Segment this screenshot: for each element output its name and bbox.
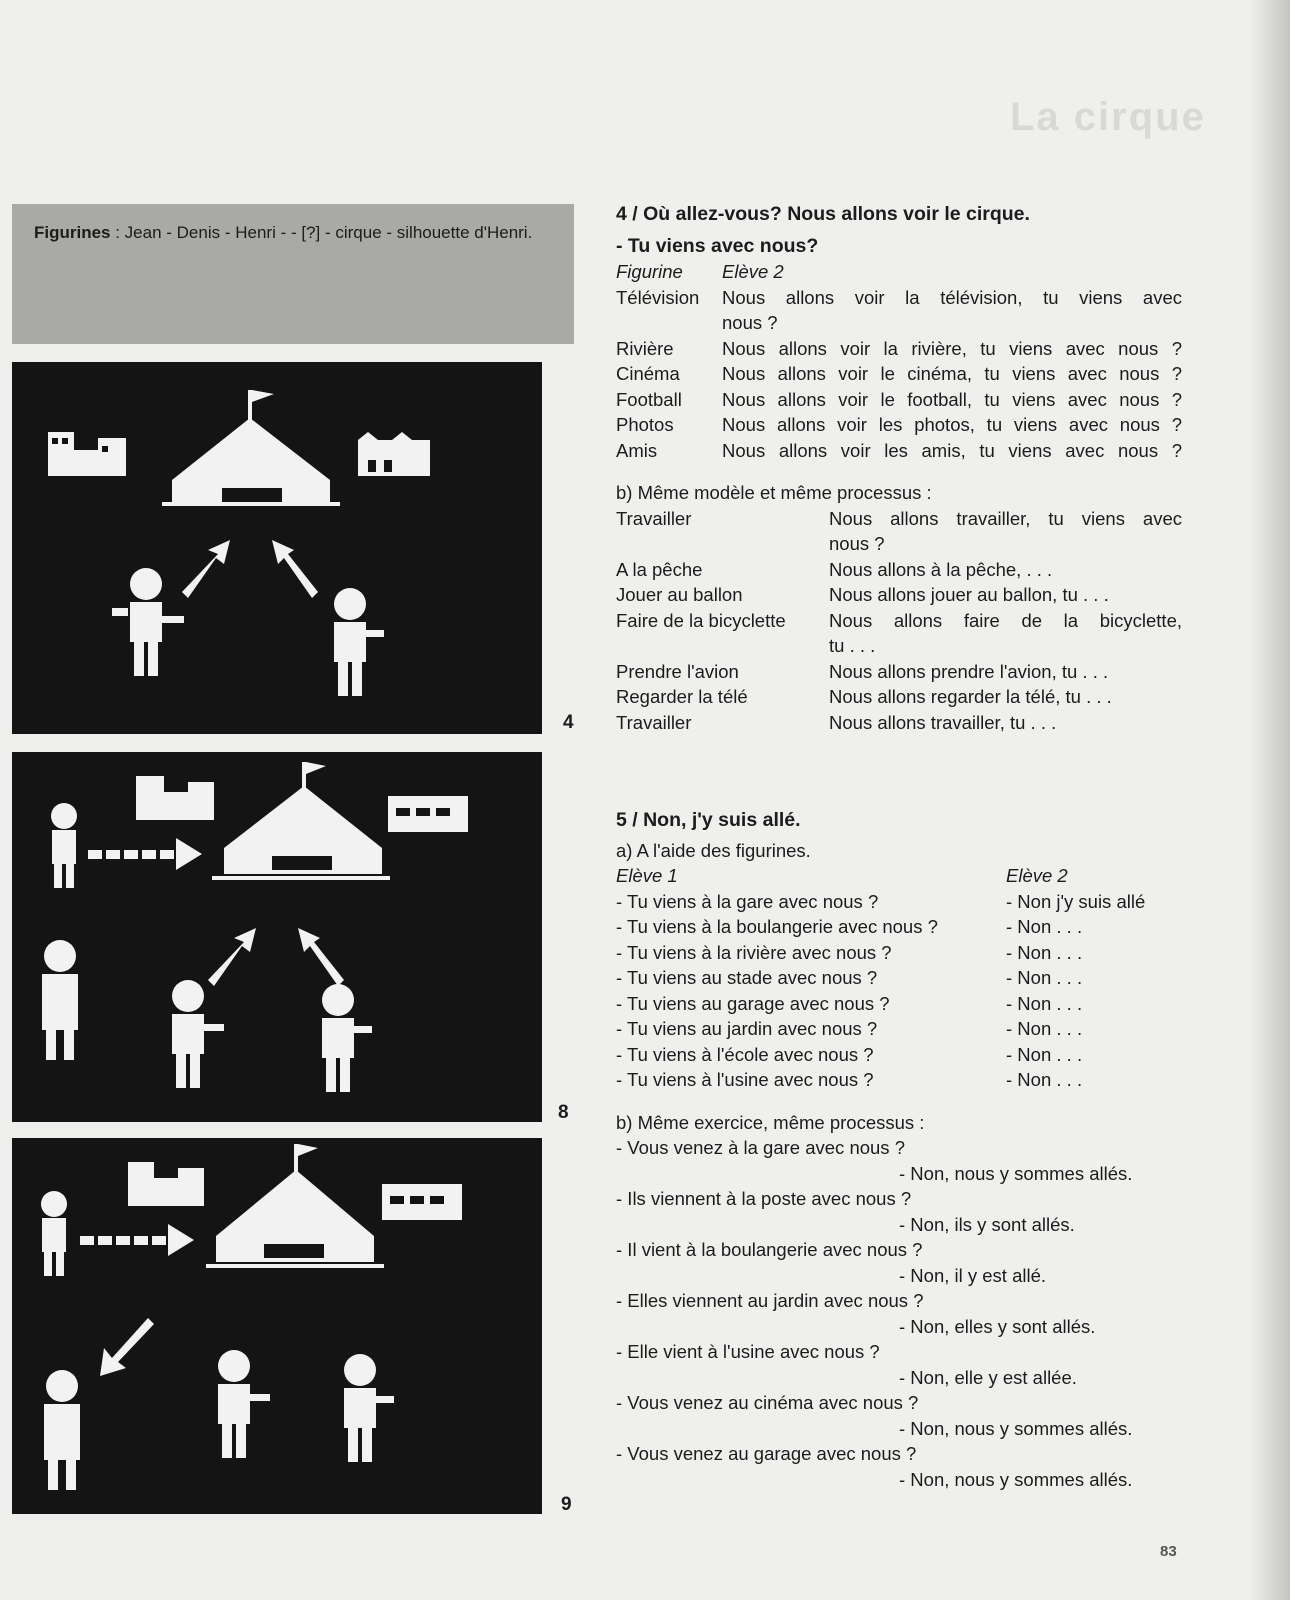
exercise-4 [616,202,1182,735]
col-header-eleve-1: Elève 1 [616,865,678,886]
ex4b-row [616,506,1182,532]
ex5b-question: - Vous venez au garage avec nous ? [616,1443,917,1464]
ex5-row [616,991,1182,1017]
ex4b-text: Nous allons regarder la télé, tu . . . [829,686,1112,707]
illustration-panel-4 [12,362,542,734]
col-header-eleve-2: Elève 2 [722,261,784,282]
page-gutter-shadow [1250,0,1290,1600]
ex4b-verb: Travailler [616,711,692,733]
exercise-5-title: 5 / Non, j'y suis allé. [616,809,801,831]
exercise-4-subtitle: - Tu viens avec nous? [616,234,819,257]
ex4b-row-continuation [616,633,1182,659]
figurines-label: Figurines [34,223,111,242]
figurines-text: : Jean - Denis - Henri - - [?] - cirque - silhouette d'Henri. [110,223,533,242]
ex5-question: - Tu viens au jardin avec nous ? [616,1018,878,1039]
ex4b-text: Nous allons prendre l'avion, tu . . . [829,660,1109,682]
ex4b-verb: Prendre l'avion [616,660,739,682]
col-header-figurine: Figurine [616,261,683,282]
panel-number-9: 9 [561,1494,572,1515]
ex4-row-figure: Amis [616,439,658,461]
ex5-row [616,1016,1182,1042]
ex5b-question: - Il vient à la boulangerie avec nous ? [616,1239,923,1260]
ex4b-verb: Regarder la télé [616,686,748,707]
ex5-question: - Tu viens à la boulangerie avec nous ? [616,916,938,937]
ex5b-answer: - Non, elles y sont allés. [899,1315,1096,1337]
ex5-answer: - Non . . . [1006,967,1083,988]
ex4b-row-continuation [616,531,1182,557]
ex4b-row [616,608,1182,634]
ex4b-row [616,659,1182,685]
exercise-5 [616,808,1182,1492]
ex4-row-figure: Cinéma [616,363,680,384]
exercise-4-title: 4 / Où allez-vous? Nous allons voir le cirque. [616,203,1030,225]
circus-scene-two-boys-arrows-icon [12,362,542,734]
ex5-question: - Tu viens à la rivière avec nous ? [616,941,892,963]
col-header-eleve-2: Elève 2 [1006,865,1068,886]
panel-number-8: 8 [558,1102,569,1123]
ex5-row [616,914,1182,940]
ex5b-answer: - Non, nous y sommes allés. [899,1468,1133,1490]
ex4-row-text: Nous allons voir la rivière, tu viens avec nous ? [722,337,1182,359]
ex4-row [616,438,1182,464]
circus-scene-boy-leaving-circus-icon [12,1138,542,1514]
ex5b-question: - Elle vient à l'usine avec nous ? [616,1341,880,1362]
ex4-row-figure: Football [616,388,682,410]
figurines-box [12,204,574,344]
ex4-row-text: Nous allons voir le football, tu viens avec nous ? [722,388,1182,410]
ex5b-answer: - Non, nous y sommes allés. [899,1417,1133,1439]
exercise-5-column-header [616,863,1182,889]
ex4-row [616,285,1182,311]
ex4-row-text: Nous allons voir les photos, tu viens avec nous ? [722,414,1182,435]
ex5b-question: - Vous venez à la gare avec nous ? [616,1137,905,1158]
ex4-row-figure: Télévision [616,286,700,308]
ex5-row [616,940,1182,966]
ex4b-row [616,710,1182,736]
ex4b-text: Nous allons travailler, tu viens avec [829,507,1182,529]
ex5-row [616,1067,1182,1093]
ex5-answer: - Non . . . [1006,992,1083,1014]
ex4b-verb: Jouer au ballon [616,584,743,605]
ex4b-text: Nous allons à la pêche, . . . [829,558,1053,580]
ex4b-text: Nous allons jouer au ballon, tu . . . [829,584,1109,605]
ex4-row-text: Nous allons voir la télévision, tu viens avec [722,286,1182,308]
ex5b-question: - Vous venez au cinéma avec nous ? [616,1392,919,1413]
ex4-row-text-cont: nous ? [722,312,778,333]
ex4-row [616,387,1182,413]
ex5-question: - Tu viens à l'école avec nous ? [616,1043,874,1065]
ex4b-verb: A la pêche [616,558,703,580]
ex4b-text-cont: tu . . . [829,635,876,656]
ex4-row [616,361,1182,387]
ex4b-row [616,557,1182,583]
ex5-row [616,1042,1182,1068]
ex4-row [616,412,1182,438]
ex4b-row [616,684,1182,710]
circus-scene-boy-walking-to-circus-icon [12,752,542,1122]
ex4-row-continuation [616,310,1182,336]
ex5b-question: - Ils viennent à la poste avec nous ? [616,1188,912,1209]
ex5b-answer: - Non, il y est allé. [899,1264,1047,1286]
ex4b-text: Nous allons faire de la bicyclette, [829,609,1182,631]
ex4b-verb: Faire de la bicyclette [616,609,786,631]
ex5-answer: - Non . . . [1006,1069,1083,1090]
ex5-answer: - Non . . . [1006,1043,1083,1065]
ex5-question: - Tu viens au garage avec nous ? [616,992,890,1014]
ex4b-verb: Travailler [616,507,692,529]
ex5b-answer: - Non, ils y sont allés. [899,1213,1075,1235]
page-number: 83 [1160,1543,1177,1560]
illustration-panel-9 [12,1138,542,1514]
ex5-answer: - Non . . . [1006,916,1083,937]
ex5b-answer: - Non, elle y est allée. [899,1366,1077,1388]
ex5-answer: - Non j'y suis allé [1006,890,1146,912]
ex4-row-figure: Photos [616,414,674,435]
ex5-question: - Tu viens à l'usine avec nous ? [616,1069,874,1090]
ex4-row-figure: Rivière [616,337,674,359]
exercise-5a-title: a) A l'aide des figurines. [616,839,811,861]
ex4-row-text: Nous allons voir le cinéma, tu viens avec nous ? [722,363,1182,384]
illustration-panel-8 [12,752,542,1122]
ex5-question: - Tu viens au stade avec nous ? [616,967,878,988]
ex4b-text: Nous allons travailler, tu . . . [829,711,1057,733]
ex4b-row [616,582,1182,608]
ex5-answer: - Non . . . [1006,1018,1083,1039]
ex5-question: - Tu viens à la gare avec nous ? [616,890,879,912]
ex4b-text-cont: nous ? [829,533,885,554]
bleed-through-heading-left: La cirque [1010,95,1206,139]
ex5-answer: - Non . . . [1006,941,1083,963]
ex5-row [616,889,1182,915]
ex4-row-text: Nous allons voir les amis, tu viens avec nous ? [722,439,1182,461]
exercise-5b-title: b) Même exercice, même processus : [616,1111,925,1133]
exercise-4b-title: b) Même modèle et même processus : [616,482,932,503]
ex4-row [616,336,1182,362]
exercise-4-column-header [616,259,1182,285]
panel-number-4: 4 [563,712,574,733]
ex5b-question: - Elles viennent au jardin avec nous ? [616,1290,924,1311]
ex5-row [616,965,1182,991]
ex5b-answer: - Non, nous y sommes allés. [899,1162,1133,1184]
